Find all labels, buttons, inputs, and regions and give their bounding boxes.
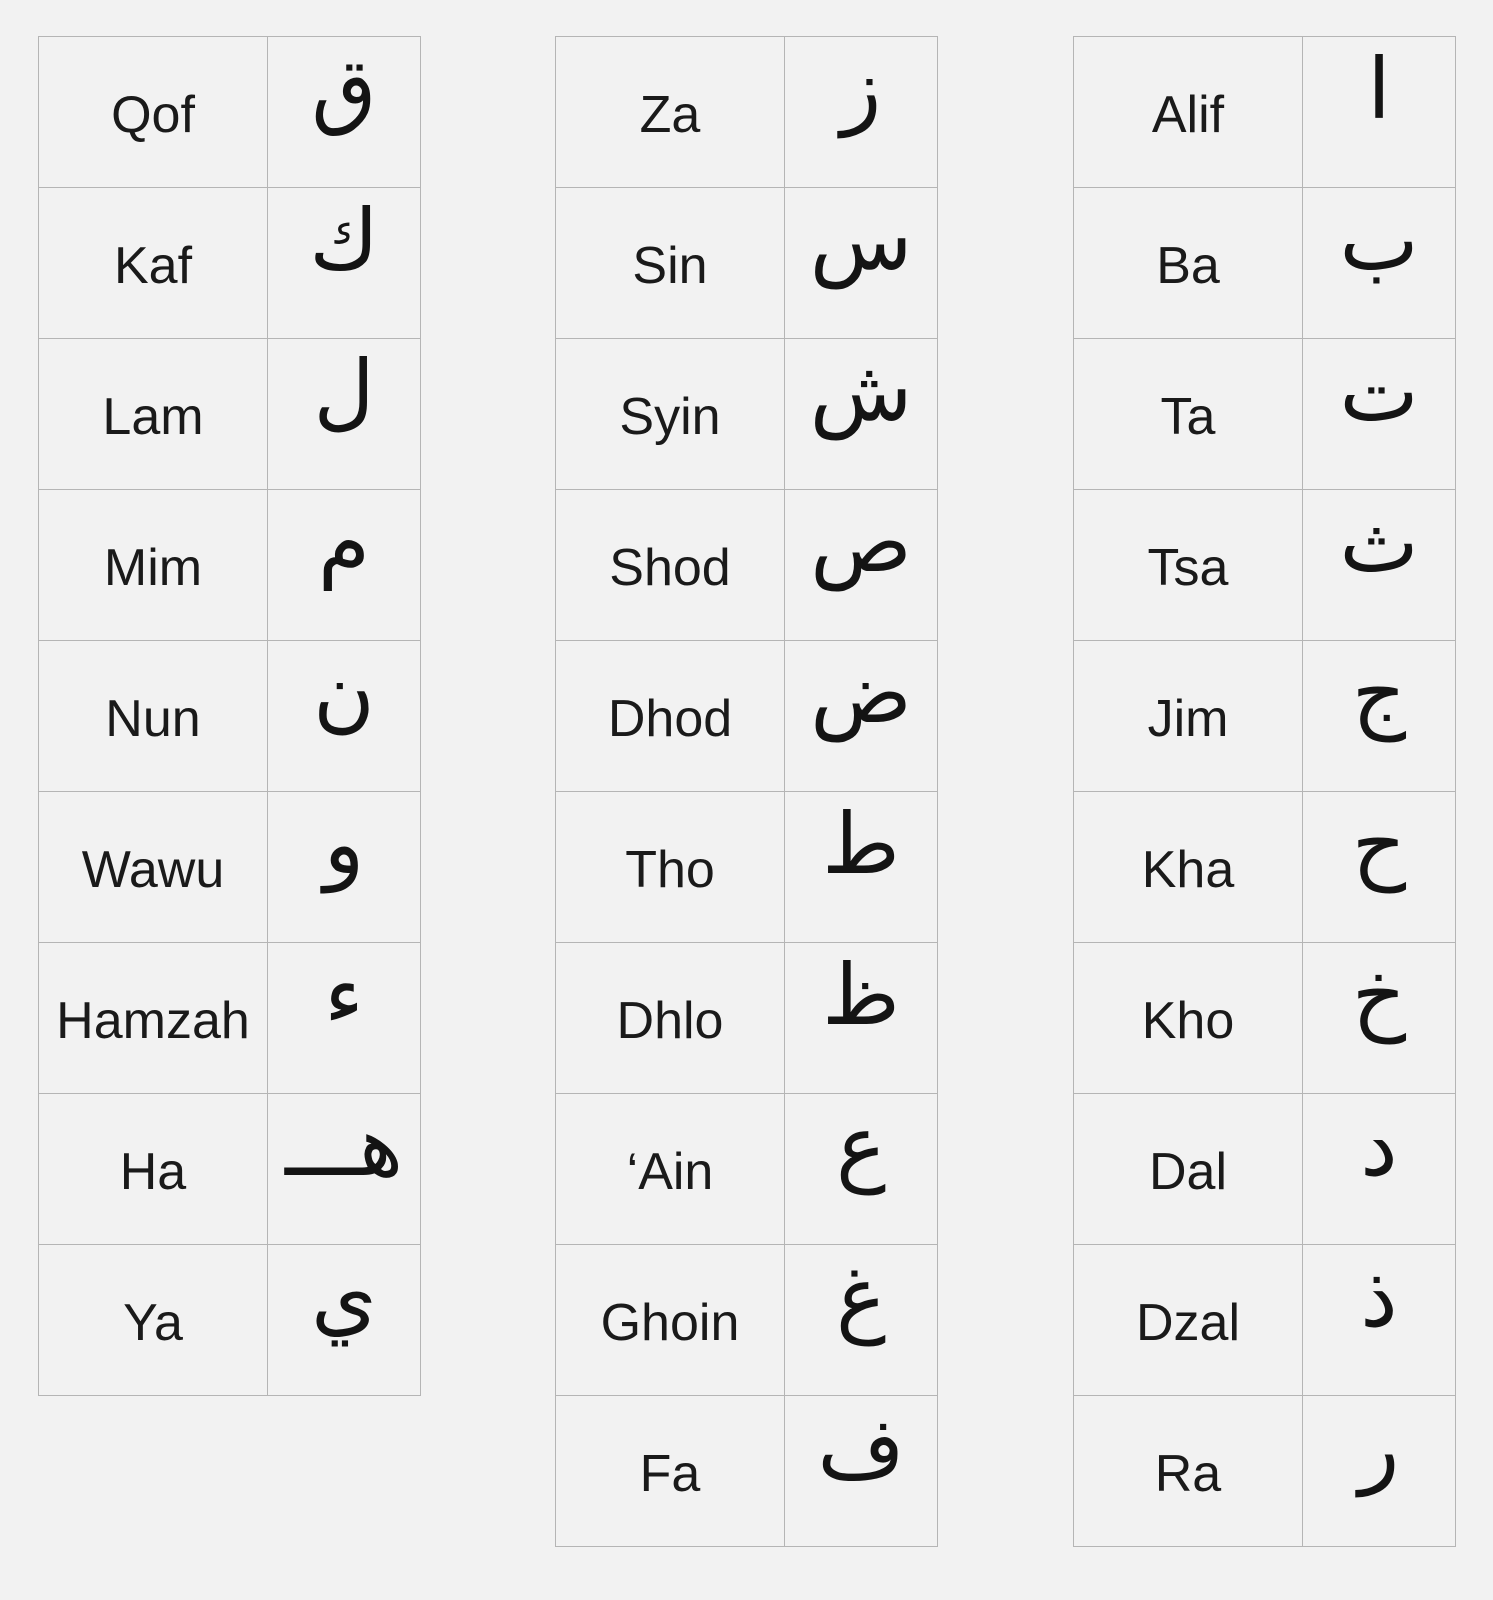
arabic-letter: خ <box>1303 943 1456 1094</box>
letter-table-middle <box>555 36 938 1547</box>
arabic-letter: س <box>785 188 938 339</box>
letter-name: Dhlo <box>556 943 785 1094</box>
arabic-letter: ظ <box>785 943 938 1094</box>
arabic-letter: ق <box>268 37 421 188</box>
arabic-letter: ء <box>268 943 421 1094</box>
arabic-letter: د <box>1303 1094 1456 1245</box>
letter-name: Jim <box>1074 641 1303 792</box>
letter-row <box>556 339 938 490</box>
letter-name: Tho <box>556 792 785 943</box>
letter-name: Kaf <box>39 188 268 339</box>
letter-name: Tsa <box>1074 490 1303 641</box>
arabic-letter: ك <box>268 188 421 339</box>
letter-row <box>556 792 938 943</box>
letter-name: Nun <box>39 641 268 792</box>
letter-row <box>1074 188 1456 339</box>
letter-name: Fa <box>556 1396 785 1547</box>
letter-row <box>39 490 421 641</box>
letter-name: Ba <box>1074 188 1303 339</box>
letter-row <box>556 1396 938 1547</box>
arabic-letter: ص <box>785 490 938 641</box>
arabic-letter: هـــ <box>268 1094 421 1245</box>
arabic-letter: ذ <box>1303 1245 1456 1396</box>
letter-row <box>39 339 421 490</box>
letter-row <box>39 792 421 943</box>
arabic-letter: ش <box>785 339 938 490</box>
arabic-letter: ت <box>1303 339 1456 490</box>
letter-name: Ya <box>39 1245 268 1396</box>
letter-name: Ra <box>1074 1396 1303 1547</box>
letter-row <box>1074 37 1456 188</box>
letter-name: Ta <box>1074 339 1303 490</box>
letter-name: Kha <box>1074 792 1303 943</box>
arabic-letter: ع <box>785 1094 938 1245</box>
letter-row <box>39 188 421 339</box>
letter-name: ‘Ain <box>556 1094 785 1245</box>
arabic-letter: ط <box>785 792 938 943</box>
letter-name: Shod <box>556 490 785 641</box>
arabic-letter: ج <box>1303 641 1456 792</box>
letter-name: Dal <box>1074 1094 1303 1245</box>
letter-row <box>1074 339 1456 490</box>
arabic-letter: ث <box>1303 490 1456 641</box>
arabic-letter: ن <box>268 641 421 792</box>
letter-row <box>556 943 938 1094</box>
letter-name: Sin <box>556 188 785 339</box>
letter-name: Mim <box>39 490 268 641</box>
letter-name: Za <box>556 37 785 188</box>
letter-row <box>556 37 938 188</box>
letter-row <box>556 188 938 339</box>
letter-row <box>39 943 421 1094</box>
letter-name: Dzal <box>1074 1245 1303 1396</box>
letter-row <box>556 490 938 641</box>
letter-name: Ha <box>39 1094 268 1245</box>
letter-row <box>556 1094 938 1245</box>
letter-name: Dhod <box>556 641 785 792</box>
letter-row <box>1074 1245 1456 1396</box>
letter-table-right <box>1073 36 1456 1547</box>
letter-name: Wawu <box>39 792 268 943</box>
letter-row <box>1074 641 1456 792</box>
letter-row <box>556 641 938 792</box>
arabic-letter: ف <box>785 1396 938 1547</box>
letter-name: Ghoin <box>556 1245 785 1396</box>
letter-row <box>1074 1094 1456 1245</box>
letter-name: Alif <box>1074 37 1303 188</box>
arabic-letter: ض <box>785 641 938 792</box>
letter-name: Qof <box>39 37 268 188</box>
letter-name: Syin <box>556 339 785 490</box>
letter-row <box>1074 1396 1456 1547</box>
letter-row <box>39 1094 421 1245</box>
letter-name: Hamzah <box>39 943 268 1094</box>
letter-row <box>1074 490 1456 641</box>
arabic-letter: غ <box>785 1245 938 1396</box>
letter-row <box>1074 792 1456 943</box>
letter-row <box>556 1245 938 1396</box>
letter-name: Kho <box>1074 943 1303 1094</box>
arabic-letter: ر <box>1303 1396 1456 1547</box>
letter-row <box>1074 943 1456 1094</box>
arabic-letter: ز <box>785 37 938 188</box>
arabic-letter: ي <box>268 1245 421 1396</box>
arabic-letter: و <box>268 792 421 943</box>
arabic-letter: ل <box>268 339 421 490</box>
arabic-letter: ب <box>1303 188 1456 339</box>
arabic-letter: ح <box>1303 792 1456 943</box>
letter-row <box>39 641 421 792</box>
letter-row <box>39 37 421 188</box>
letter-name: Lam <box>39 339 268 490</box>
letter-row <box>39 1245 421 1396</box>
arabic-letter: ا <box>1303 37 1456 188</box>
arabic-letter: م <box>268 490 421 641</box>
letter-table-left <box>38 36 421 1396</box>
